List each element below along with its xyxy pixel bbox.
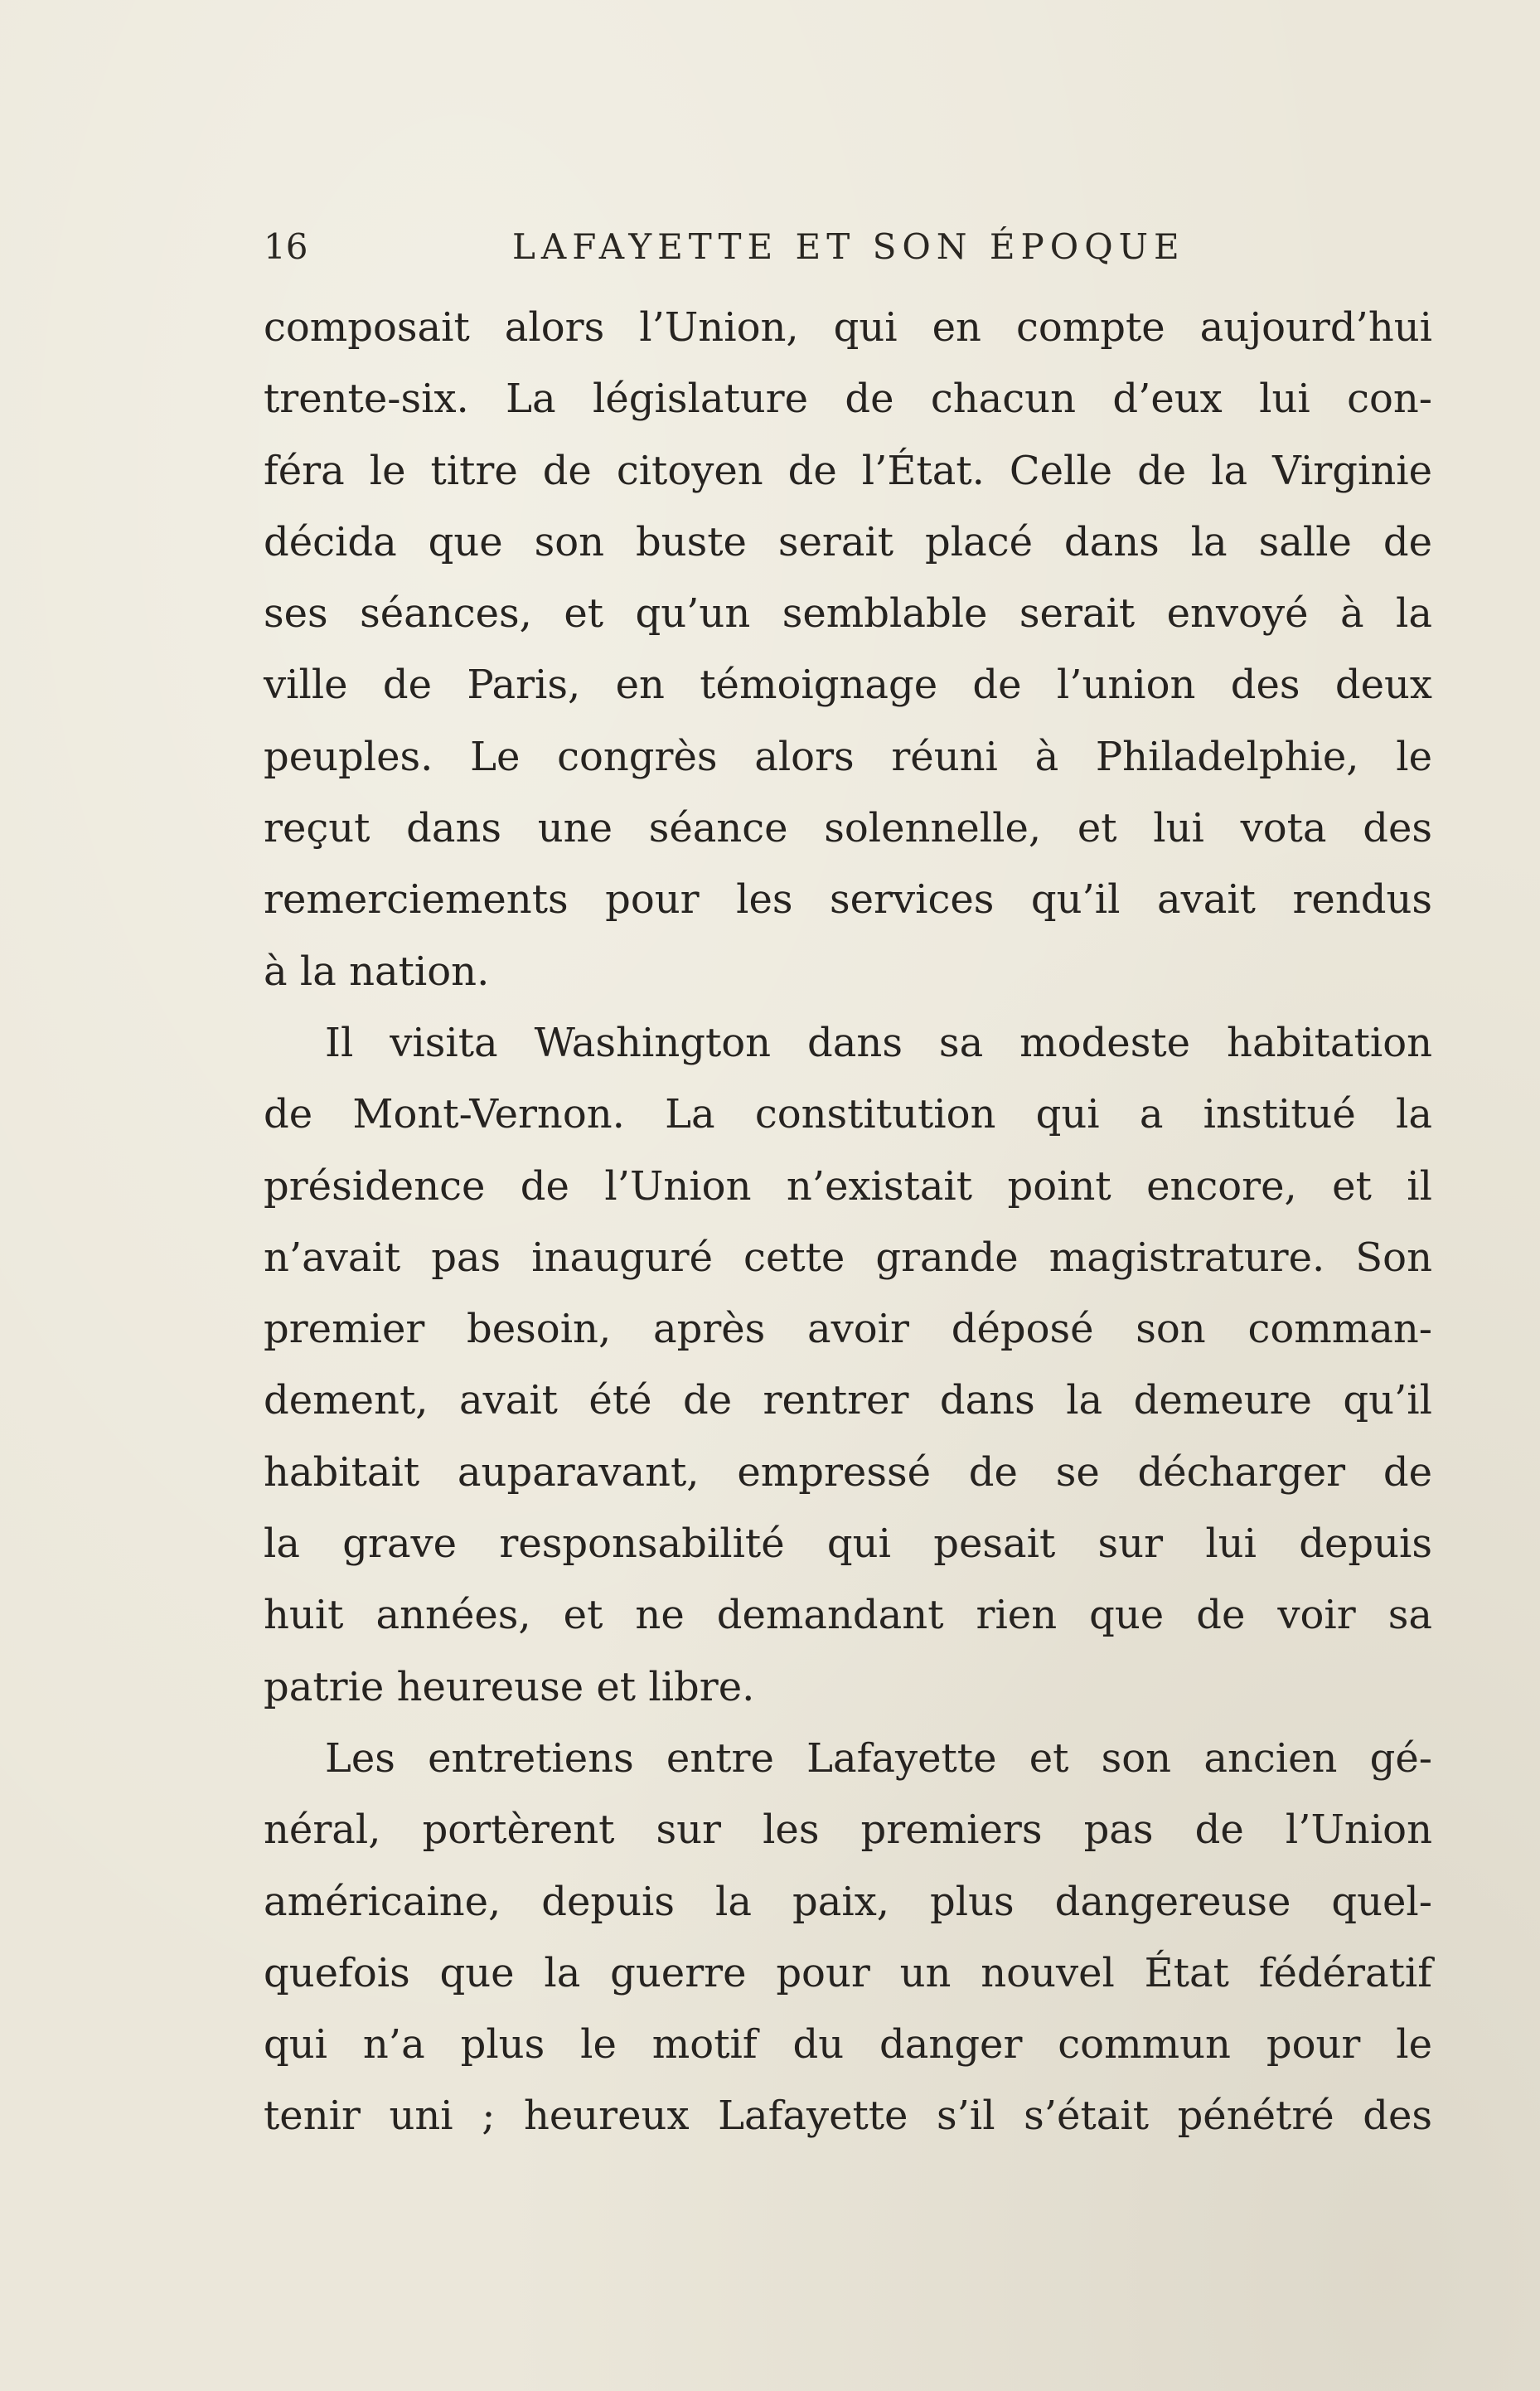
text-line: ses séances, et qu’un semblable serait envoyé à la xyxy=(264,590,1432,638)
text-line: ville de Paris, en témoignage de l’union des deux xyxy=(264,662,1432,709)
text-line: reçut dans une séance solennelle, et lui vota des xyxy=(264,805,1432,852)
text-line: présidence de l’Union n’existait point encore, et il xyxy=(264,1162,1432,1210)
text-line: décida que son buste serait placé dans la salle de xyxy=(264,518,1432,565)
text-line: huit années, et ne demandant rien que de voir sa xyxy=(264,1592,1432,1639)
page-number: 16 xyxy=(264,226,308,267)
text-line: trente-six. La législature de chacun d’eux lui con- xyxy=(264,376,1432,423)
text-line: à la nation. xyxy=(264,948,490,995)
text-line: qui n’a plus le motif du danger commun pour le xyxy=(264,2021,1432,2068)
running-head xyxy=(264,222,1276,272)
text-line: la grave responsabilité qui pesait sur lui depuis xyxy=(264,1520,1432,1568)
text-line: quefois que la guerre pour un nouvel État fédératif xyxy=(264,1949,1432,1996)
text-line: de Mont-Vernon. La constitution qui a institué la xyxy=(264,1091,1432,1138)
body-text xyxy=(264,292,1432,2152)
text-line: remerciements pour les services qu’il avait rendus xyxy=(264,876,1432,924)
text-line: féra le titre de citoyen de l’État. Celle de la Virginie xyxy=(264,447,1432,494)
text-line: patrie heureuse et libre. xyxy=(264,1663,755,1710)
text-line: peuples. Le congrès alors réuni à Philadelphie, le xyxy=(264,733,1432,780)
text-line: américaine, depuis la paix, plus dangereuse quel- xyxy=(264,1878,1432,1925)
text-line: habitait auparavant, empressé de se décharger de xyxy=(264,1448,1432,1496)
text-line: Il visita Washington dans sa modeste habitation xyxy=(325,1019,1432,1066)
text-line: Les entretiens entre Lafayette et son ancien gé- xyxy=(325,1734,1432,1782)
text-line: premier besoin, après avoir déposé son comman- xyxy=(264,1306,1432,1353)
text-line: composait alors l’Union, qui en compte aujourd’hui xyxy=(264,304,1432,351)
text-line: dement, avait été de rentrer dans la demeure qu’il xyxy=(264,1377,1432,1424)
running-title: LAFAYETTE ET SON ÉPOQUE xyxy=(512,226,1185,267)
text-line: n’avait pas inauguré cette grande magistrature. Son xyxy=(264,1234,1432,1281)
text-line: néral, portèrent sur les premiers pas de l’Union xyxy=(264,1807,1432,1854)
text-line: tenir uni ; heureux Lafayette s’il s’était pénétré des xyxy=(264,2093,1432,2140)
